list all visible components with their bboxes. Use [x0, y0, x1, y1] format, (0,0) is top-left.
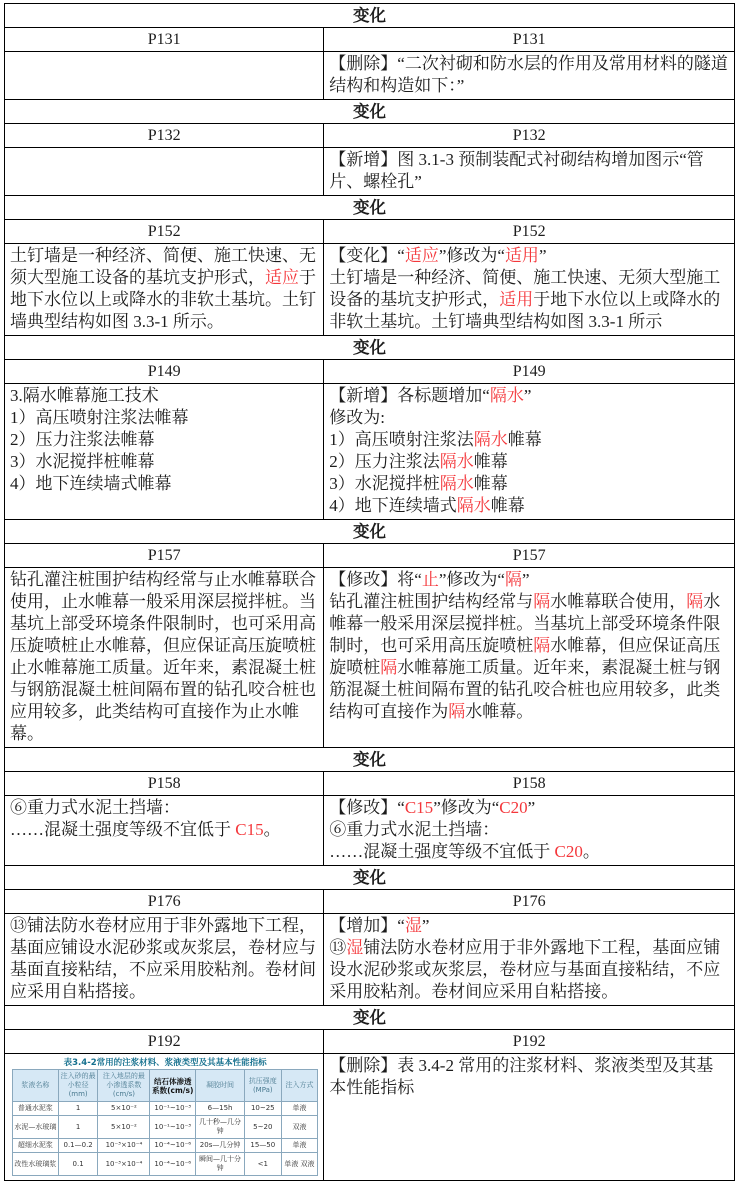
changed-text: 湿	[404, 916, 422, 935]
table-cell: 15—50	[244, 1139, 281, 1153]
page-number-new: P152	[512, 223, 546, 240]
paragraph	[329, 1055, 729, 1099]
paragraph	[10, 451, 318, 473]
page-number-old: P132	[5, 124, 324, 147]
table-cell: 瞬间—几十分钟	[196, 1153, 245, 1176]
new-version-cell	[324, 568, 734, 747]
text-run: 3.隔水帷幕施工技术	[10, 386, 159, 405]
page-number-row	[5, 219, 734, 243]
page-number-old: P152	[5, 220, 324, 243]
changed-text: 隔水	[439, 474, 474, 493]
text-run: 水帷幕联合使用，	[550, 592, 687, 611]
new-version-cell	[324, 796, 734, 865]
paragraph	[10, 915, 318, 1003]
changed-text: 止	[421, 570, 439, 589]
text-run: ”	[527, 798, 536, 817]
text-run: 【修改】将“	[329, 570, 422, 589]
text-run: 【修改】“	[329, 798, 405, 817]
paragraph	[329, 937, 729, 1003]
change-divider-row	[5, 99, 734, 123]
changed-text: 隔	[533, 636, 551, 655]
page-number-row	[5, 123, 734, 147]
text-run: 帷幕	[473, 452, 508, 471]
table-cell: 改性水玻璃浆	[13, 1153, 59, 1176]
table-cell: 10~25	[244, 1102, 281, 1116]
changed-text: 适用	[499, 290, 534, 309]
paragraph	[10, 569, 318, 745]
text-run: 水帷幕施工质量。近年来，素混凝土桩与钢筋混凝土桩间隔布置的钻孔咬合桩也应用较多，此类结构可直接作为	[329, 658, 721, 721]
content-row	[5, 383, 734, 519]
revision-table	[4, 3, 735, 1181]
table-cell: 10⁻¹~10⁻³	[150, 1102, 196, 1116]
page-number-row	[5, 543, 734, 567]
table-cell: 20s—几分钟	[196, 1139, 245, 1153]
change-divider-label: 变化	[353, 198, 386, 217]
paragraph	[329, 495, 729, 517]
old-version-cell	[5, 244, 324, 335]
text-run: 【增加】“	[329, 916, 405, 935]
changed-text: 适用	[504, 246, 539, 265]
changed-text: 湿	[346, 938, 364, 957]
text-run: 水帷幕，但应保证高压旋喷桩	[329, 636, 721, 677]
changed-text: C15	[404, 798, 434, 817]
page-number-new: P176	[512, 893, 546, 910]
page-number-row	[5, 359, 734, 383]
table-cell: 0.1	[58, 1153, 98, 1176]
table-cell: 10⁻¹~10⁻³	[150, 1116, 196, 1139]
paragraph	[329, 407, 729, 429]
table-row	[13, 1116, 318, 1139]
text-run: 1）高压喷射注浆法	[329, 430, 474, 449]
change-divider-label: 变化	[353, 102, 386, 121]
column-header: 凝胶时间	[196, 1070, 245, 1102]
embedded-grouting-table	[12, 1069, 318, 1176]
change-divider-row	[5, 865, 734, 889]
content-row	[5, 567, 734, 747]
paragraph	[329, 569, 729, 591]
text-run: ⑥重力式水泥土挡墙：	[329, 820, 500, 839]
new-version-cell	[324, 52, 734, 99]
text-run: ⑥重力式水泥土挡墙：	[10, 798, 180, 817]
embedded-table-title: 表3.4-2常用的注浆材料、浆液类型及其基本性能指标	[63, 1058, 267, 1068]
paragraph	[329, 267, 729, 333]
column-header: 注入方式	[281, 1070, 318, 1102]
page-number-new: P131	[512, 31, 546, 48]
changed-text: 适应	[265, 268, 299, 287]
text-run: 土钉墙是一种经济、简便、施工快速、无须大型施工设备的基坑支护形式，	[10, 246, 316, 287]
text-run: 4）地下连续墙式	[329, 496, 457, 515]
change-divider-label: 变化	[353, 868, 386, 887]
change-divider-row	[5, 1005, 734, 1029]
page-number-row	[5, 27, 734, 51]
changed-text: 隔水	[456, 496, 491, 515]
table-header-row	[13, 1070, 318, 1102]
text-run: 【新增】各标题增加“	[329, 386, 490, 405]
paragraph	[329, 797, 729, 819]
text-run: 铺法防水卷材应用于非外露地下工程，基面应铺设水泥砂浆或灰浆层，卷材应与基面直接粘结，不应采用胶粘剂。卷材间应采用自粘搭接。	[329, 938, 721, 1001]
changed-text: 隔	[533, 592, 551, 611]
old-version-cell	[5, 148, 324, 195]
changed-text: 适应	[404, 246, 439, 265]
new-version-cell	[324, 1054, 734, 1180]
text-run: 。	[263, 820, 281, 839]
column-header: 注入地层的最小渗透系数(cm/s)	[98, 1070, 150, 1102]
changed-text: 隔水	[473, 430, 508, 449]
new-version-cell	[324, 244, 734, 335]
text-run: 钻孔灌注桩围护结构经常与	[329, 592, 534, 611]
text-run: ”修改为“	[438, 570, 505, 589]
table-row	[13, 1139, 318, 1153]
column-header: 抗压强度(MPa)	[244, 1070, 281, 1102]
page-number-new: P149	[512, 363, 546, 380]
change-divider-label: 变化	[353, 750, 386, 769]
changed-text: 隔水	[439, 452, 474, 471]
text-run: 3）水泥搅拌桩	[329, 474, 440, 493]
changed-text: C20	[554, 842, 583, 861]
paragraph	[329, 591, 729, 723]
content-row	[5, 1053, 734, 1180]
table-cell: 1	[58, 1102, 98, 1116]
paragraph	[329, 149, 729, 193]
paragraph	[329, 385, 729, 407]
page-number-new: P192	[512, 1033, 546, 1050]
old-version-cell	[5, 796, 324, 865]
paragraph	[329, 841, 729, 863]
page-number-old: P176	[5, 890, 324, 913]
text-run: 水帷幕。	[465, 702, 534, 721]
page-number-row	[5, 771, 734, 795]
table-cell: 1	[58, 1116, 98, 1139]
text-run: 4）地下连续墙式帷幕	[10, 474, 172, 493]
changed-text: C20	[499, 798, 528, 817]
text-run: ”	[538, 246, 547, 265]
paragraph	[10, 429, 318, 451]
text-run: 【删除】表 3.4-2 常用的注浆材料、浆液类型及其基本性能指标	[329, 1056, 714, 1097]
new-version-cell	[324, 384, 734, 519]
new-version-cell	[324, 148, 734, 195]
text-run: 帷幕	[473, 474, 508, 493]
table-row	[13, 1153, 318, 1176]
table-cell: 10⁻⁴~10⁻⁶	[150, 1153, 196, 1176]
table-cell: 10⁻³×10⁻⁴	[98, 1153, 150, 1176]
table-cell: 双液	[281, 1116, 318, 1139]
embedded-table-image	[10, 1055, 318, 1178]
text-run: ”	[521, 570, 530, 589]
change-divider-row	[5, 519, 734, 543]
page-number-old: P192	[5, 1030, 324, 1053]
text-run: 【新增】图 3.1-3 预制装配式衬砌结构增加图示“管片、螺栓孔”	[329, 150, 704, 191]
changed-text: 隔	[448, 702, 466, 721]
page-number-new: P132	[512, 127, 546, 144]
content-row	[5, 147, 734, 195]
paragraph	[329, 915, 729, 937]
text-run: ……混凝土强度等级不宜低于	[329, 842, 555, 861]
table-cell: 5~20	[244, 1116, 281, 1139]
paragraph	[10, 245, 318, 333]
table-cell: 10⁻³×10⁻⁴	[98, 1139, 150, 1153]
text-run: ⑬	[329, 938, 347, 957]
paragraph	[10, 385, 318, 407]
text-run: ”	[421, 916, 430, 935]
column-header: 注入砂的最小粒径(mm)	[58, 1070, 98, 1102]
page-number-old: P157	[5, 544, 324, 567]
paragraph	[329, 429, 729, 451]
old-version-cell	[5, 52, 324, 99]
paragraph	[10, 473, 318, 495]
paragraph	[329, 245, 729, 267]
text-run: 3）水泥搅拌桩帷幕	[10, 452, 155, 471]
text-run: ……混凝土强度等级不宜低于	[10, 820, 236, 839]
text-run: 1）高压喷射注浆法帷幕	[10, 408, 189, 427]
column-header: 结石体渗透系数(cm/s)	[150, 1070, 196, 1102]
changed-text: 隔	[686, 592, 704, 611]
change-divider-label: 变化	[353, 522, 386, 541]
changed-text: C15	[235, 820, 264, 839]
text-run: 帷幕	[507, 430, 542, 449]
text-run: 于地下水位以上或降水的非软土基坑。土钉墙典型结构如图 3.3-1 所示。	[10, 268, 316, 331]
page-number-new: P158	[512, 775, 546, 792]
text-run: 2）压力注浆法	[329, 452, 440, 471]
text-run: ”	[523, 386, 532, 405]
change-divider-label: 变化	[353, 1008, 386, 1027]
old-version-cell	[5, 914, 324, 1005]
text-run: 于地下水位以上或降水的非软土基坑。土钉墙典型结构如图 3.3-1 所示	[329, 290, 721, 331]
paragraph	[329, 53, 729, 97]
page-number-row	[5, 889, 734, 913]
content-row	[5, 913, 734, 1005]
new-version-cell	[324, 914, 734, 1005]
table-cell: 超细水泥浆	[13, 1139, 59, 1153]
text-run: 帷幕	[490, 496, 525, 515]
table-cell: 单液	[281, 1139, 318, 1153]
table-cell: 水泥—水玻璃	[13, 1116, 59, 1139]
change-divider-label: 变化	[353, 6, 386, 25]
text-run: 修改为:	[329, 408, 386, 427]
content-row	[5, 243, 734, 335]
changed-text: 隔	[504, 570, 522, 589]
change-divider-label: 变化	[353, 338, 386, 357]
old-version-cell	[5, 384, 324, 519]
page-number-new: P157	[512, 547, 546, 564]
old-version-cell	[5, 1054, 324, 1180]
page-number-old: P158	[5, 772, 324, 795]
table-cell: 单液	[281, 1102, 318, 1116]
table-cell: 5×10⁻²	[98, 1102, 150, 1116]
page-number-old: P149	[5, 360, 324, 383]
table-cell: 0.1—0.2	[58, 1139, 98, 1153]
content-row	[5, 795, 734, 865]
changed-text: 隔	[380, 658, 398, 677]
text-run: 2）压力注浆法帷幕	[10, 430, 155, 449]
text-run: 。	[582, 842, 600, 861]
changed-text: 隔水	[489, 386, 524, 405]
page-number-row	[5, 1029, 734, 1053]
paragraph	[10, 819, 318, 841]
text-run: ⑬铺法防水卷材应用于非外露地下工程，基面应铺设水泥砂浆或灰浆层，卷材应与基面直接粘结，不应采用胶粘剂。卷材间应采用自粘搭接。	[10, 916, 316, 1001]
table-cell: 单液 双液	[281, 1153, 318, 1176]
change-divider-row	[5, 4, 734, 27]
page-number-old: P131	[5, 28, 324, 51]
change-divider-row	[5, 747, 734, 771]
change-divider-row	[5, 335, 734, 359]
paragraph	[329, 473, 729, 495]
text-run: ”修改为“	[438, 246, 505, 265]
table-cell: 6—15h	[196, 1102, 245, 1116]
content-row	[5, 51, 734, 99]
text-run: 土钉墙是一种经济、简便、施工快速、无须大型施工设备的基坑支护形式，	[329, 268, 721, 309]
table-cell: <1	[244, 1153, 281, 1176]
paragraph	[329, 451, 729, 473]
table-row	[13, 1102, 318, 1116]
paragraph	[10, 797, 318, 819]
text-run: 水帷幕一般采用深层搅拌桩。当基坑上部受环境条件限制时，也可采用高压旋喷桩	[329, 592, 721, 655]
text-run: ”修改为“	[433, 798, 500, 817]
old-version-cell	[5, 568, 324, 747]
table-cell: 几十秒—几分钟	[196, 1116, 245, 1139]
paragraph	[10, 407, 318, 429]
paragraph	[329, 819, 729, 841]
text-run: 【删除】“二次衬砌和防水层的作用及常用材料的隧道结构和构造如下：”	[329, 54, 728, 95]
column-header: 浆液名称	[13, 1070, 59, 1102]
text-run: 钻孔灌注桩围护结构经常与止水帷幕联合使用，止水帷幕一般采用深层搅拌桩。当基坑上部受环境条件限制时，也可采用高压旋喷桩止水帷幕，但应保证高压旋喷桩止水帷幕施工质量。近年来，素混凝土桩与钢筋混凝土桩间隔布置的钻孔咬合桩也应用较多，此类结构可直接作为止水帷幕。	[10, 570, 316, 743]
table-cell: 普通水泥浆	[13, 1102, 59, 1116]
table-cell: 5×10⁻²	[98, 1116, 150, 1139]
text-run: 【变化】“	[329, 246, 405, 265]
change-divider-row	[5, 195, 734, 219]
table-cell: 10⁻⁴~10⁻⁶	[150, 1139, 196, 1153]
